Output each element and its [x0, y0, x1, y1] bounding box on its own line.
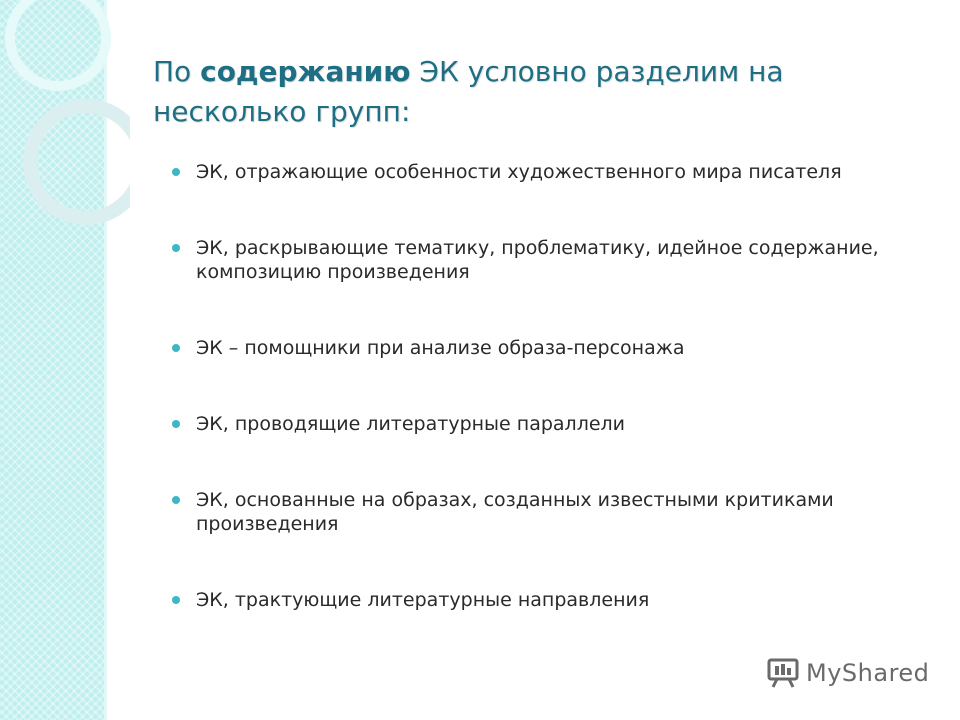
bullet-icon	[172, 596, 180, 604]
list-item	[172, 488, 932, 536]
logo-text: MyShared	[806, 659, 930, 687]
list-item	[172, 412, 932, 436]
decorative-rings	[0, 0, 130, 260]
ring-top	[10, 0, 106, 86]
bullet-icon	[172, 244, 180, 252]
group-list	[172, 160, 932, 612]
bullet-icon	[172, 168, 180, 176]
title-end: ЭК условно разделим на несколько групп:	[153, 55, 784, 128]
list-item-text: ЭК, отражающие особенности художественного мира писателя	[196, 161, 842, 183]
list-item	[172, 236, 932, 284]
list-item	[172, 160, 932, 184]
list-item	[172, 588, 932, 612]
bullet-icon	[172, 344, 180, 352]
list-item-text: ЭК – помощники при анализе образа-персонажа	[196, 337, 685, 359]
list-item-text: ЭК, раскрывающие тематику, проблематику, идейное содержание, композицию произведения	[196, 237, 879, 283]
myshared-logo	[766, 657, 929, 689]
title-start: По	[153, 55, 201, 88]
list-item-text: ЭК, трактующие литературные направления	[196, 589, 650, 611]
bullet-icon	[172, 496, 180, 504]
list-item-text: ЭК, основанные на образах, созданных известными критиками произведения	[196, 489, 834, 535]
title-emphasis: содержанию	[200, 55, 411, 88]
list-item	[172, 336, 932, 360]
presentation-board-icon	[766, 657, 800, 689]
list-item-text: ЭК, проводящие литературные параллели	[196, 413, 626, 435]
bullet-icon	[172, 420, 180, 428]
ring-middle	[30, 106, 130, 218]
slide-title	[153, 52, 913, 132]
